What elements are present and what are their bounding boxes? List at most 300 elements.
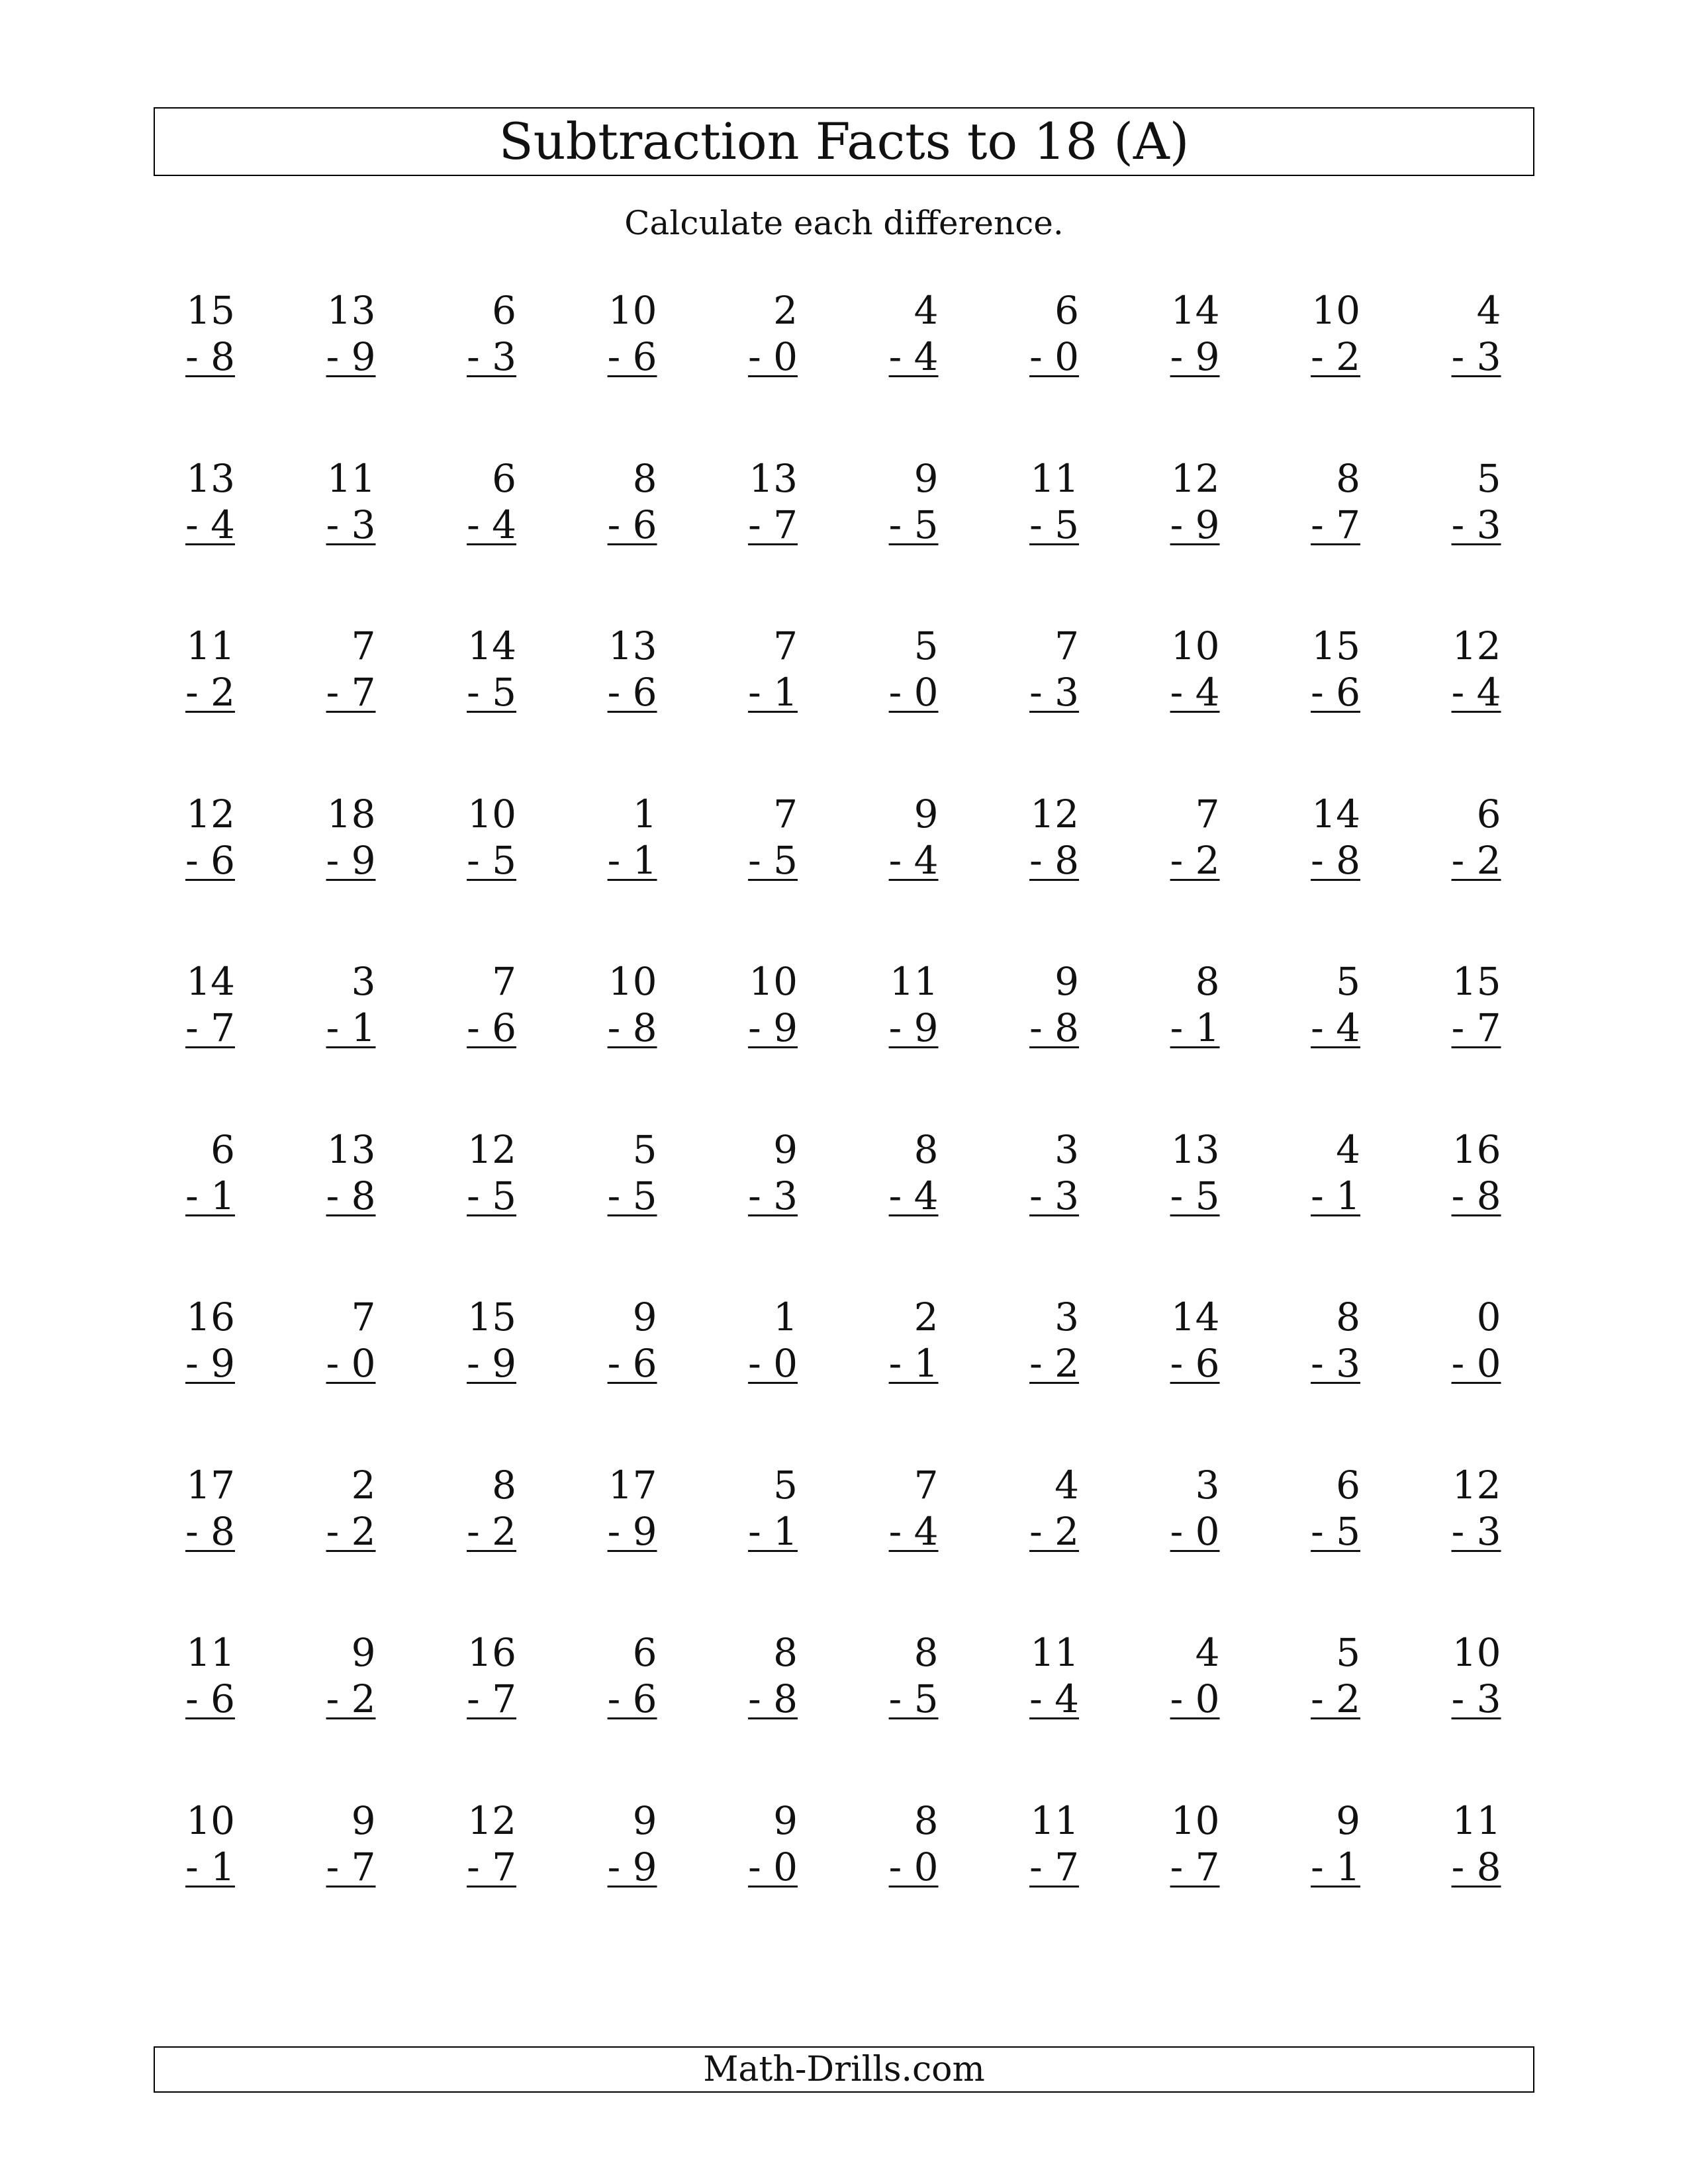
problem-r3-c1 bbox=[182, 623, 235, 715]
minuend: 10 bbox=[186, 1797, 235, 1843]
problem-r10-c1 bbox=[182, 1797, 235, 1889]
subtrahend: - 4 bbox=[888, 1173, 939, 1218]
problem-r7-c4 bbox=[604, 1295, 657, 1386]
subtrahend: - 5 bbox=[888, 1676, 939, 1721]
subtrahend: - 1 bbox=[1311, 1844, 1360, 1889]
minuend: 3 bbox=[1055, 1295, 1079, 1340]
problem-r1-c8 bbox=[1167, 288, 1220, 379]
problem-r5-c3 bbox=[463, 959, 516, 1050]
minuend: 8 bbox=[914, 1630, 939, 1675]
minuend: 12 bbox=[1452, 623, 1501, 668]
minuend: 9 bbox=[773, 1126, 798, 1172]
minuend: 8 bbox=[1336, 455, 1360, 501]
minuend: 8 bbox=[773, 1630, 798, 1675]
minuend: 3 bbox=[351, 959, 376, 1004]
minuend: 1 bbox=[773, 1295, 798, 1340]
subtrahend: - 6 bbox=[607, 1676, 657, 1721]
problem-r2-c4 bbox=[604, 455, 657, 547]
minuend: 5 bbox=[1336, 1630, 1360, 1675]
problem-r8-c10 bbox=[1448, 1462, 1501, 1554]
minuend: 10 bbox=[1311, 288, 1360, 333]
problem-r8-c3 bbox=[463, 1462, 516, 1554]
minuend: 0 bbox=[1476, 1295, 1501, 1340]
minuend: 12 bbox=[1170, 455, 1220, 501]
subtrahend: - 7 bbox=[748, 502, 798, 547]
minuend: 6 bbox=[211, 1126, 235, 1172]
problem-r10-c2 bbox=[323, 1797, 376, 1889]
subtrahend: - 8 bbox=[185, 1508, 235, 1554]
minuend: 11 bbox=[326, 455, 376, 501]
problem-r10-c4 bbox=[604, 1797, 657, 1889]
subtrahend: - 1 bbox=[326, 1005, 376, 1050]
problem-r10-c3 bbox=[463, 1797, 516, 1889]
subtrahend: - 5 bbox=[607, 1173, 657, 1218]
subtrahend: - 5 bbox=[888, 502, 939, 547]
problem-r1-c10 bbox=[1448, 288, 1501, 379]
minuend: 13 bbox=[186, 455, 235, 501]
problem-r10-c10 bbox=[1448, 1797, 1501, 1889]
minuend: 1 bbox=[632, 791, 657, 837]
problem-r6-c1 bbox=[182, 1126, 235, 1218]
subtrahend: - 2 bbox=[1451, 837, 1501, 883]
problem-r3-c9 bbox=[1307, 623, 1360, 715]
subtrahend: - 8 bbox=[1451, 1173, 1501, 1218]
subtrahend: - 0 bbox=[1170, 1676, 1220, 1721]
subtrahend: - 4 bbox=[1451, 670, 1501, 715]
problem-r4-c9 bbox=[1307, 791, 1360, 883]
minuend: 14 bbox=[1311, 791, 1360, 837]
subtrahend: - 6 bbox=[185, 1676, 235, 1721]
minuend: 13 bbox=[326, 288, 376, 333]
minuend: 16 bbox=[467, 1630, 516, 1675]
problem-r5-c6 bbox=[886, 959, 939, 1050]
subtrahend: - 8 bbox=[1029, 1005, 1079, 1050]
subtrahend: - 3 bbox=[748, 1173, 798, 1218]
minuend: 14 bbox=[186, 959, 235, 1004]
subtrahend: - 2 bbox=[326, 1508, 376, 1554]
subtrahend: - 9 bbox=[607, 1844, 657, 1889]
subtrahend: - 4 bbox=[888, 1508, 939, 1554]
minuend: 15 bbox=[1452, 959, 1501, 1004]
problem-r2-c9 bbox=[1307, 455, 1360, 547]
subtrahend: - 6 bbox=[607, 502, 657, 547]
problem-r9-c7 bbox=[1026, 1630, 1079, 1721]
minuend: 18 bbox=[326, 791, 376, 837]
minuend: 10 bbox=[1170, 623, 1220, 668]
subtrahend: - 0 bbox=[1029, 334, 1079, 379]
minuend: 6 bbox=[1476, 791, 1501, 837]
subtrahend: - 9 bbox=[185, 1341, 235, 1386]
subtrahend: - 4 bbox=[1170, 670, 1220, 715]
problem-r3-c7 bbox=[1026, 623, 1079, 715]
minuend: 8 bbox=[914, 1797, 939, 1843]
problem-r6-c2 bbox=[323, 1126, 376, 1218]
subtrahend: - 2 bbox=[1311, 1676, 1360, 1721]
subtrahend: - 3 bbox=[1451, 1508, 1501, 1554]
subtrahend: - 1 bbox=[1170, 1005, 1220, 1050]
subtrahend: - 0 bbox=[748, 334, 798, 379]
subtrahend: - 2 bbox=[1029, 1341, 1079, 1386]
minuend: 8 bbox=[492, 1462, 516, 1508]
subtrahend: - 8 bbox=[1311, 837, 1360, 883]
subtrahend: - 9 bbox=[748, 1005, 798, 1050]
problem-r7-c9 bbox=[1307, 1295, 1360, 1386]
subtrahend: - 5 bbox=[467, 1173, 516, 1218]
subtrahend: - 9 bbox=[888, 1005, 939, 1050]
subtrahend: - 4 bbox=[1311, 1005, 1360, 1050]
minuend: 12 bbox=[1452, 1462, 1501, 1508]
problem-r6-c7 bbox=[1026, 1126, 1079, 1218]
minuend: 11 bbox=[186, 1630, 235, 1675]
problem-r2-c8 bbox=[1167, 455, 1220, 547]
subtrahend: - 7 bbox=[1029, 1844, 1079, 1889]
subtrahend: - 5 bbox=[1311, 1508, 1360, 1554]
minuend: 6 bbox=[632, 1630, 657, 1675]
problem-r8-c1 bbox=[182, 1462, 235, 1554]
subtrahend: - 8 bbox=[607, 1005, 657, 1050]
problem-r7-c3 bbox=[463, 1295, 516, 1386]
minuend: 8 bbox=[1336, 1295, 1360, 1340]
problem-r9-c4 bbox=[604, 1630, 657, 1721]
problem-r9-c10 bbox=[1448, 1630, 1501, 1721]
subtrahend: - 6 bbox=[607, 1341, 657, 1386]
problem-r6-c3 bbox=[463, 1126, 516, 1218]
problem-r6-c5 bbox=[745, 1126, 798, 1218]
problem-r2-c6 bbox=[886, 455, 939, 547]
minuend: 11 bbox=[1030, 1630, 1079, 1675]
subtrahend: - 6 bbox=[607, 334, 657, 379]
problem-r8-c8 bbox=[1167, 1462, 1220, 1554]
subtrahend: - 3 bbox=[1029, 1173, 1079, 1218]
problem-r10-c8 bbox=[1167, 1797, 1220, 1889]
minuend: 7 bbox=[1195, 791, 1220, 837]
subtrahend: - 1 bbox=[1311, 1173, 1360, 1218]
minuend: 15 bbox=[186, 288, 235, 333]
minuend: 4 bbox=[1055, 1462, 1079, 1508]
problem-r4-c7 bbox=[1026, 791, 1079, 883]
subtrahend: - 6 bbox=[607, 670, 657, 715]
minuend: 4 bbox=[914, 288, 939, 333]
problem-r4-c4 bbox=[604, 791, 657, 883]
problem-r7-c2 bbox=[323, 1295, 376, 1386]
minuend: 10 bbox=[1170, 1797, 1220, 1843]
subtrahend: - 3 bbox=[1451, 502, 1501, 547]
problem-r8-c6 bbox=[886, 1462, 939, 1554]
subtrahend: - 0 bbox=[1451, 1341, 1501, 1386]
minuend: 15 bbox=[1311, 623, 1360, 668]
minuend: 13 bbox=[1170, 1126, 1220, 1172]
problem-r1-c3 bbox=[463, 288, 516, 379]
minuend: 7 bbox=[351, 623, 376, 668]
minuend: 10 bbox=[749, 959, 798, 1004]
minuend: 9 bbox=[773, 1797, 798, 1843]
subtrahend: - 4 bbox=[888, 334, 939, 379]
minuend: 9 bbox=[632, 1295, 657, 1340]
problem-r9-c6 bbox=[886, 1630, 939, 1721]
subtrahend: - 2 bbox=[1311, 334, 1360, 379]
problem-r4-c1 bbox=[182, 791, 235, 883]
footer-credit: Math-Drills.com bbox=[154, 2046, 1534, 2093]
subtrahend: - 5 bbox=[467, 670, 516, 715]
problem-r4-c8 bbox=[1167, 791, 1220, 883]
problem-r4-c10 bbox=[1448, 791, 1501, 883]
problem-r6-c4 bbox=[604, 1126, 657, 1218]
minuend: 2 bbox=[351, 1462, 376, 1508]
minuend: 7 bbox=[1055, 623, 1079, 668]
minuend: 9 bbox=[351, 1630, 376, 1675]
minuend: 2 bbox=[914, 1295, 939, 1340]
subtrahend: - 8 bbox=[748, 1676, 798, 1721]
minuend: 5 bbox=[632, 1126, 657, 1172]
problem-r1-c5 bbox=[745, 288, 798, 379]
problem-r7-c8 bbox=[1167, 1295, 1220, 1386]
problem-r7-c10 bbox=[1448, 1295, 1501, 1386]
problem-r8-c5 bbox=[745, 1462, 798, 1554]
subtrahend: - 4 bbox=[185, 502, 235, 547]
subtrahend: - 7 bbox=[1451, 1005, 1501, 1050]
minuend: 9 bbox=[914, 455, 939, 501]
problem-r5-c10 bbox=[1448, 959, 1501, 1050]
minuend: 14 bbox=[1170, 1295, 1220, 1340]
problem-r3-c2 bbox=[323, 623, 376, 715]
minuend: 4 bbox=[1476, 288, 1501, 333]
minuend: 8 bbox=[1195, 959, 1220, 1004]
minuend: 5 bbox=[1336, 959, 1360, 1004]
problem-r5-c5 bbox=[745, 959, 798, 1050]
minuend: 17 bbox=[186, 1462, 235, 1508]
minuend: 12 bbox=[467, 1797, 516, 1843]
subtrahend: - 1 bbox=[185, 1844, 235, 1889]
minuend: 7 bbox=[492, 959, 516, 1004]
minuend: 9 bbox=[1336, 1797, 1360, 1843]
subtrahend: - 8 bbox=[326, 1173, 376, 1218]
minuend: 10 bbox=[467, 791, 516, 837]
minuend: 6 bbox=[1336, 1462, 1360, 1508]
subtrahend: - 7 bbox=[185, 1005, 235, 1050]
subtrahend: - 1 bbox=[748, 1508, 798, 1554]
subtrahend: - 9 bbox=[607, 1508, 657, 1554]
subtrahend: - 3 bbox=[326, 502, 376, 547]
subtrahend: - 7 bbox=[467, 1676, 516, 1721]
problem-r3-c5 bbox=[745, 623, 798, 715]
problem-r9-c2 bbox=[323, 1630, 376, 1721]
minuend: 11 bbox=[1030, 1797, 1079, 1843]
problem-r3-c6 bbox=[886, 623, 939, 715]
problem-r8-c7 bbox=[1026, 1462, 1079, 1554]
problem-r9-c5 bbox=[745, 1630, 798, 1721]
minuend: 16 bbox=[1452, 1126, 1501, 1172]
minuend: 17 bbox=[608, 1462, 657, 1508]
subtrahend: - 1 bbox=[607, 837, 657, 883]
problem-r9-c3 bbox=[463, 1630, 516, 1721]
problem-r2-c7 bbox=[1026, 455, 1079, 547]
problem-r1-c4 bbox=[604, 288, 657, 379]
minuend: 12 bbox=[1030, 791, 1079, 837]
minuend: 15 bbox=[467, 1295, 516, 1340]
problem-r1-c9 bbox=[1307, 288, 1360, 379]
problem-r10-c7 bbox=[1026, 1797, 1079, 1889]
subtrahend: - 7 bbox=[1170, 1844, 1220, 1889]
minuend: 9 bbox=[632, 1797, 657, 1843]
minuend: 8 bbox=[914, 1126, 939, 1172]
subtrahend: - 5 bbox=[467, 837, 516, 883]
problem-r8-c9 bbox=[1307, 1462, 1360, 1554]
problem-r3-c3 bbox=[463, 623, 516, 715]
problem-r6-c8 bbox=[1167, 1126, 1220, 1218]
subtrahend: - 2 bbox=[185, 670, 235, 715]
subtrahend: - 2 bbox=[326, 1676, 376, 1721]
problem-r2-c1 bbox=[182, 455, 235, 547]
problem-r7-c7 bbox=[1026, 1295, 1079, 1386]
subtrahend: - 2 bbox=[1170, 837, 1220, 883]
problem-r4-c2 bbox=[323, 791, 376, 883]
subtrahend: - 0 bbox=[1170, 1508, 1220, 1554]
problem-r7-c6 bbox=[886, 1295, 939, 1386]
minuend: 12 bbox=[186, 791, 235, 837]
minuend: 3 bbox=[1055, 1126, 1079, 1172]
minuend: 7 bbox=[914, 1462, 939, 1508]
minuend: 13 bbox=[326, 1126, 376, 1172]
minuend: 13 bbox=[749, 455, 798, 501]
subtrahend: - 1 bbox=[185, 1173, 235, 1218]
problem-r1-c7 bbox=[1026, 288, 1079, 379]
subtrahend: - 7 bbox=[326, 670, 376, 715]
problem-r5-c1 bbox=[182, 959, 235, 1050]
subtrahend: - 3 bbox=[1451, 334, 1501, 379]
worksheet-title: Subtraction Facts to 18 (A) bbox=[154, 107, 1534, 176]
subtrahend: - 3 bbox=[1029, 670, 1079, 715]
subtrahend: - 6 bbox=[185, 837, 235, 883]
subtrahend: - 3 bbox=[1311, 1341, 1360, 1386]
problem-r8-c4 bbox=[604, 1462, 657, 1554]
minuend: 10 bbox=[608, 288, 657, 333]
subtrahend: - 5 bbox=[1170, 1173, 1220, 1218]
problem-r4-c6 bbox=[886, 791, 939, 883]
problem-r6-c9 bbox=[1307, 1126, 1360, 1218]
problem-r2-c10 bbox=[1448, 455, 1501, 547]
problem-r1-c2 bbox=[323, 288, 376, 379]
subtrahend: - 9 bbox=[467, 1341, 516, 1386]
minuend: 12 bbox=[467, 1126, 516, 1172]
subtrahend: - 6 bbox=[467, 1005, 516, 1050]
minuend: 7 bbox=[351, 1295, 376, 1340]
minuend: 10 bbox=[1452, 1630, 1501, 1675]
minuend: 6 bbox=[492, 455, 516, 501]
problem-r1-c1 bbox=[182, 288, 235, 379]
problem-r3-c10 bbox=[1448, 623, 1501, 715]
problem-r8-c2 bbox=[323, 1462, 376, 1554]
minuend: 9 bbox=[914, 791, 939, 837]
minuend: 9 bbox=[1055, 959, 1079, 1004]
problem-r4-c5 bbox=[745, 791, 798, 883]
subtrahend: - 2 bbox=[467, 1508, 516, 1554]
subtrahend: - 4 bbox=[1029, 1676, 1079, 1721]
minuend: 4 bbox=[1336, 1126, 1360, 1172]
minuend: 8 bbox=[632, 455, 657, 501]
problem-r6-c6 bbox=[886, 1126, 939, 1218]
problem-r10-c9 bbox=[1307, 1797, 1360, 1889]
minuend: 5 bbox=[1476, 455, 1501, 501]
subtrahend: - 9 bbox=[326, 334, 376, 379]
subtrahend: - 6 bbox=[1170, 1341, 1220, 1386]
subtrahend: - 6 bbox=[1311, 670, 1360, 715]
minuend: 7 bbox=[773, 623, 798, 668]
subtrahend: - 7 bbox=[467, 1844, 516, 1889]
subtrahend: - 4 bbox=[467, 502, 516, 547]
subtrahend: - 9 bbox=[1170, 502, 1220, 547]
problem-r5-c4 bbox=[604, 959, 657, 1050]
problem-r5-c9 bbox=[1307, 959, 1360, 1050]
problem-r6-c10 bbox=[1448, 1126, 1501, 1218]
subtrahend: - 0 bbox=[888, 670, 939, 715]
subtrahend: - 8 bbox=[1451, 1844, 1501, 1889]
minuend: 13 bbox=[608, 623, 657, 668]
minuend: 9 bbox=[351, 1797, 376, 1843]
minuend: 5 bbox=[914, 623, 939, 668]
minuend: 2 bbox=[773, 288, 798, 333]
subtrahend: - 0 bbox=[326, 1341, 376, 1386]
problem-r3-c4 bbox=[604, 623, 657, 715]
minuend: 11 bbox=[889, 959, 939, 1004]
problem-r5-c2 bbox=[323, 959, 376, 1050]
minuend: 6 bbox=[492, 288, 516, 333]
subtrahend: - 2 bbox=[1029, 1508, 1079, 1554]
minuend: 11 bbox=[1452, 1797, 1501, 1843]
subtrahend: - 9 bbox=[326, 837, 376, 883]
problem-r5-c7 bbox=[1026, 959, 1079, 1050]
problem-r10-c5 bbox=[745, 1797, 798, 1889]
minuend: 7 bbox=[773, 791, 798, 837]
problem-r2-c3 bbox=[463, 455, 516, 547]
problem-r7-c1 bbox=[182, 1295, 235, 1386]
problem-r9-c8 bbox=[1167, 1630, 1220, 1721]
minuend: 16 bbox=[186, 1295, 235, 1340]
minuend: 6 bbox=[1055, 288, 1079, 333]
subtrahend: - 4 bbox=[888, 837, 939, 883]
subtrahend: - 7 bbox=[326, 1844, 376, 1889]
subtrahend: - 9 bbox=[1170, 334, 1220, 379]
minuend: 11 bbox=[186, 623, 235, 668]
subtrahend: - 1 bbox=[888, 1341, 939, 1386]
minuend: 14 bbox=[1170, 288, 1220, 333]
subtrahend: - 5 bbox=[748, 837, 798, 883]
problem-r1-c6 bbox=[886, 288, 939, 379]
subtrahend: - 3 bbox=[1451, 1676, 1501, 1721]
problem-r4-c3 bbox=[463, 791, 516, 883]
problem-r7-c5 bbox=[745, 1295, 798, 1386]
subtrahend: - 1 bbox=[748, 670, 798, 715]
problem-r5-c8 bbox=[1167, 959, 1220, 1050]
problem-r2-c5 bbox=[745, 455, 798, 547]
subtrahend: - 0 bbox=[748, 1844, 798, 1889]
minuend: 10 bbox=[608, 959, 657, 1004]
problem-r9-c1 bbox=[182, 1630, 235, 1721]
problem-r3-c8 bbox=[1167, 623, 1220, 715]
minuend: 3 bbox=[1195, 1462, 1220, 1508]
subtrahend: - 0 bbox=[748, 1341, 798, 1386]
problem-r2-c2 bbox=[323, 455, 376, 547]
subtrahend: - 8 bbox=[1029, 837, 1079, 883]
subtrahend: - 7 bbox=[1311, 502, 1360, 547]
minuend: 14 bbox=[467, 623, 516, 668]
minuend: 5 bbox=[773, 1462, 798, 1508]
subtrahend: - 3 bbox=[467, 334, 516, 379]
subtrahend: - 5 bbox=[1029, 502, 1079, 547]
subtrahend: - 8 bbox=[185, 334, 235, 379]
instructions: Calculate each difference. bbox=[624, 204, 1064, 242]
subtrahend: - 0 bbox=[888, 1844, 939, 1889]
minuend: 4 bbox=[1195, 1630, 1220, 1675]
